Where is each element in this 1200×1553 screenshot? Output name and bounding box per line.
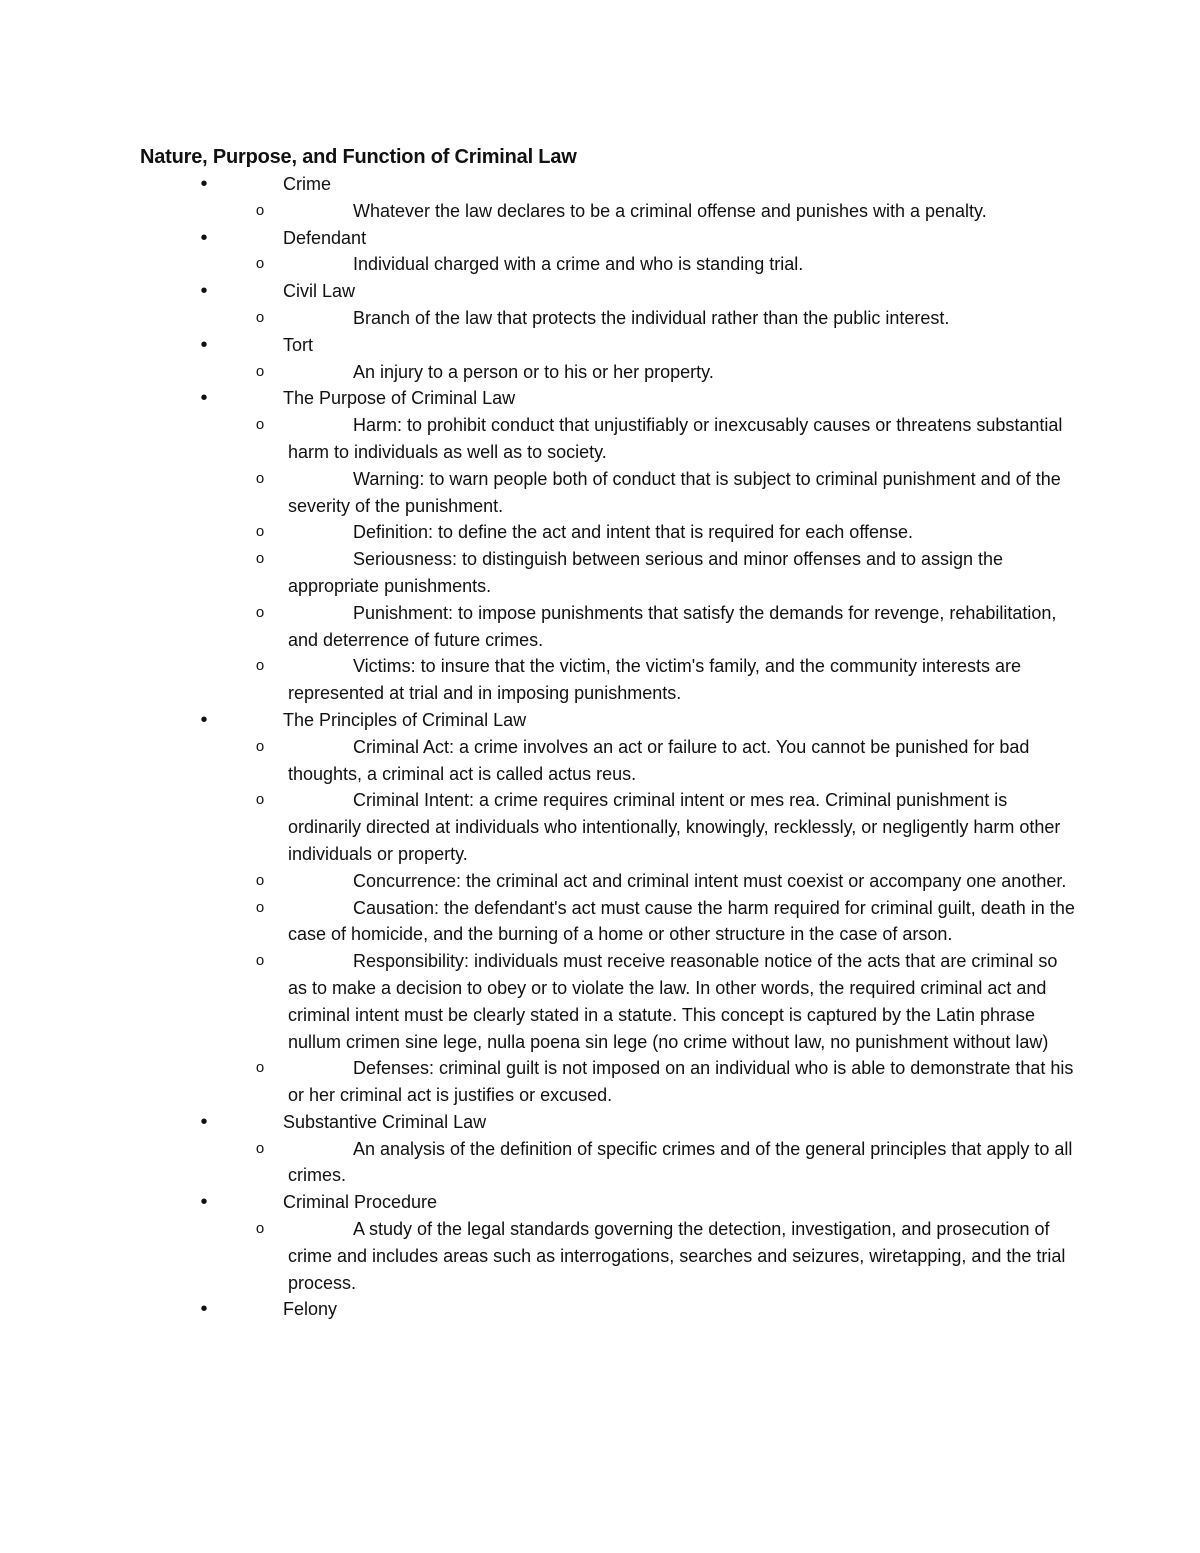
definition-text: Defenses: criminal guilt is not imposed on an individual who is able to demonstrate that his or her criminal act is justifies or excused. — [288, 1058, 1074, 1106]
circle-bullet-icon: o — [255, 201, 265, 219]
circle-bullet-icon: o — [255, 737, 265, 755]
bullet-icon: • — [200, 226, 208, 249]
bullet-icon: • — [200, 280, 208, 303]
definition-text: Victims: to insure that the victim, the victim's family, and the community interests are represented at trial and in imposing punishments. — [288, 656, 1022, 704]
term-label: Defendant — [283, 227, 367, 248]
circle-bullet-icon: o — [255, 952, 265, 970]
definition-item — [0, 359, 1200, 386]
definition-list — [0, 251, 1200, 278]
definition-text: Harm: to prohibit conduct that unjustifiably or inexcusably causes or threatens substantial harm to individuals as well as to society. — [288, 415, 1063, 462]
circle-bullet-icon: o — [255, 1059, 265, 1077]
definition-text: An analysis of the definition of specific crimes and of the general principles that apply to all crimes. — [288, 1138, 1073, 1186]
bullet-icon: • — [200, 1298, 208, 1321]
definition-item — [0, 251, 1200, 278]
term-row — [0, 225, 1200, 252]
circle-bullet-icon: o — [255, 898, 265, 916]
definition-item — [0, 948, 1200, 1055]
definition-text: Responsibility: individuals must receive reasonable notice of the acts that are criminal so as to make a decision to obey or to violate the law. In other words, the required criminal act and criminal intent must be clearly stated in a statute. This concept is captured by the Latin phrase nullum crimen sine lege, nulla poena sin lege (no crime without law, no punishment without law) — [288, 951, 1058, 1052]
circle-bullet-icon: o — [255, 657, 265, 675]
term-item — [0, 385, 1200, 707]
definition-item — [0, 412, 1200, 466]
term-row — [0, 385, 1200, 412]
definition-item — [0, 1055, 1200, 1109]
term-item — [0, 332, 1200, 386]
definition-item — [0, 653, 1200, 707]
bullet-icon: • — [200, 708, 208, 731]
definition-item — [0, 1216, 1200, 1296]
definition-text: Definition: to define the act and intent that is required for each offense. — [353, 522, 914, 543]
term-row — [0, 1109, 1200, 1136]
circle-bullet-icon: o — [255, 308, 265, 326]
definition-list — [0, 198, 1200, 225]
circle-bullet-icon: o — [255, 255, 265, 273]
term-item — [0, 171, 1200, 225]
definition-item — [0, 868, 1200, 895]
circle-bullet-icon: o — [255, 1139, 265, 1157]
definition-text: Criminal Act: a crime involves an act or failure to act. You cannot be punished for bad thoughts, a criminal act is called actus reus. — [288, 736, 1030, 784]
term-row — [0, 1189, 1200, 1216]
definition-item — [0, 1136, 1200, 1190]
term-label: Substantive Criminal Law — [283, 1111, 487, 1132]
term-row — [0, 1296, 1200, 1323]
definition-item — [0, 546, 1200, 600]
circle-bullet-icon: o — [255, 523, 265, 541]
definition-item — [0, 198, 1200, 225]
definition-text: Punishment: to impose punishments that satisfy the demands for revenge, rehabilitation, and deterrence of future crimes. — [288, 602, 1057, 650]
definition-list — [0, 359, 1200, 386]
definition-item — [0, 305, 1200, 332]
bullet-icon: • — [200, 333, 208, 356]
definition-list — [0, 1216, 1200, 1296]
term-row — [0, 707, 1200, 734]
definition-text: Criminal Intent: a crime requires criminal intent or mes rea. Criminal punishment is ordinarily directed at individuals who intentionally, knowingly, recklessly, or negligently harm other individuals or property. — [288, 790, 1061, 864]
term-list — [0, 171, 1200, 1323]
bullet-icon: • — [200, 387, 208, 410]
document-title: Nature, Purpose, and Function of Criminal Law — [140, 146, 577, 168]
circle-bullet-icon: o — [255, 469, 265, 487]
bullet-icon: • — [200, 173, 208, 195]
definition-text: An injury to a person or to his or her property. — [353, 361, 714, 382]
circle-bullet-icon: o — [255, 603, 265, 621]
definition-item — [0, 734, 1200, 788]
term-item — [0, 1109, 1200, 1189]
circle-bullet-icon: o — [255, 362, 265, 380]
definition-text: Concurrence: the criminal act and criminal intent must coexist or accompany one another. — [353, 870, 1067, 891]
circle-bullet-icon: o — [255, 550, 265, 568]
definition-text: A study of the legal standards governing the detection, investigation, and prosecution of crime and includes areas such as interrogations, searches and seizures, wiretapping, and the trial process. — [288, 1219, 1066, 1293]
term-label: Civil Law — [283, 281, 356, 302]
bullet-icon: • — [200, 1191, 208, 1214]
term-item — [0, 1296, 1200, 1323]
definition-item — [0, 787, 1200, 867]
circle-bullet-icon: o — [255, 871, 265, 889]
definition-text: Causation: the defendant's act must cause the harm required for criminal guilt, death in the case of homicide, and the burning of a home or other structure in the case of arson. — [288, 897, 1075, 945]
term-label: The Principles of Criminal Law — [283, 709, 527, 730]
definition-list — [0, 1136, 1200, 1190]
term-item — [0, 278, 1200, 332]
term-row — [0, 171, 1200, 198]
circle-bullet-icon: o — [255, 791, 265, 809]
definition-item — [0, 519, 1200, 546]
definition-list — [0, 734, 1200, 1109]
definition-item — [0, 600, 1200, 654]
definition-text: Seriousness: to distinguish between serious and minor offenses and to assign the appropriate punishments. — [288, 549, 1004, 596]
term-label: Crime — [283, 174, 331, 194]
term-label: Tort — [283, 334, 314, 355]
circle-bullet-icon: o — [255, 416, 265, 434]
term-item — [0, 707, 1200, 1109]
definition-list — [0, 305, 1200, 332]
circle-bullet-icon: o — [255, 1220, 265, 1238]
term-row — [0, 278, 1200, 305]
definition-item — [0, 895, 1200, 949]
term-label: The Purpose of Criminal Law — [283, 388, 516, 409]
definition-list — [0, 412, 1200, 707]
definition-text: Whatever the law declares to be a criminal offense and punishes with a penalty. — [353, 200, 987, 221]
definition-text: Individual charged with a crime and who is standing trial. — [353, 254, 804, 275]
term-row — [0, 332, 1200, 359]
term-item — [0, 1189, 1200, 1296]
definition-item — [0, 466, 1200, 520]
definition-text: Warning: to warn people both of conduct that is subject to criminal punishment and of the severity of the punishment. — [288, 468, 1061, 516]
term-label: Criminal Procedure — [283, 1192, 438, 1213]
definition-text: Branch of the law that protects the individual rather than the public interest. — [353, 307, 950, 328]
term-item — [0, 225, 1200, 279]
bullet-icon: • — [200, 1110, 208, 1133]
term-label: Felony — [283, 1299, 338, 1320]
